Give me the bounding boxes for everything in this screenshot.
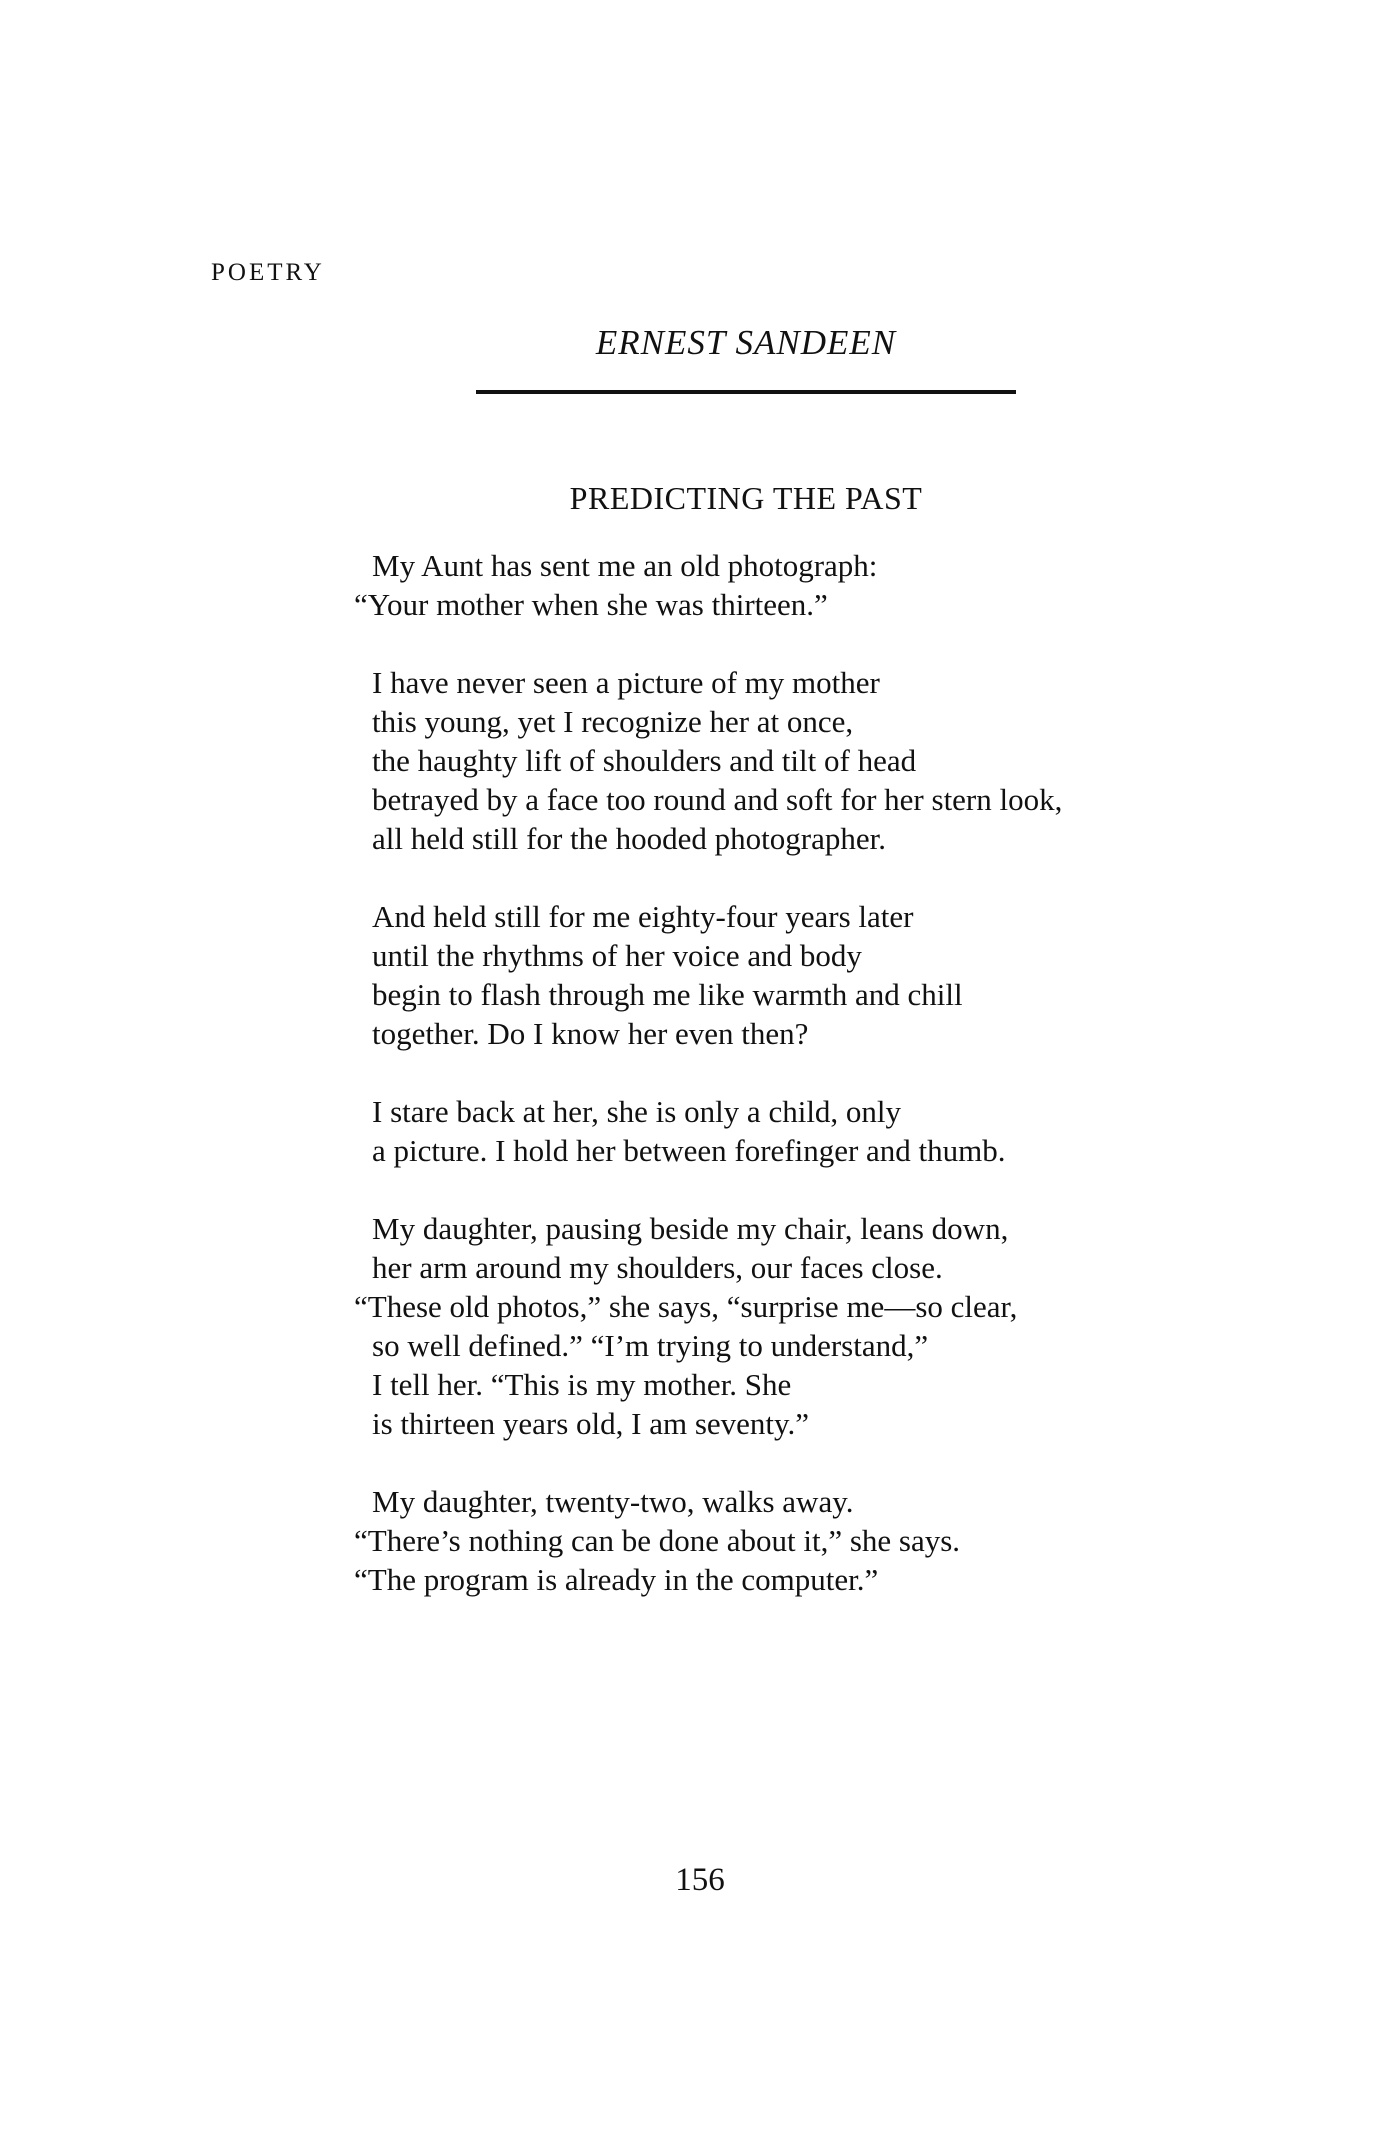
running-head: POETRY [211,259,325,286]
stanza-4 [0,1092,1400,1170]
stanza-6 [0,1482,1400,1599]
poem-line: until the rhythms of her voice and body [372,938,862,973]
poem-line: betrayed by a face too round and soft for her stern look, [372,782,1063,817]
poem-line: I tell her. “This is my mother. She [372,1367,792,1402]
stanza-3 [0,897,1400,1053]
poem-line: so well defined.” “I’m trying to understand,” [372,1328,929,1363]
poem-line: is thirteen years old, I am seventy.” [372,1406,810,1441]
poem-title: PREDICTING THE PAST [569,480,923,516]
poem-line: “There’s nothing can be done about it,” she says. [354,1523,961,1558]
poem-line: I have never seen a picture of my mother [372,665,880,700]
poem-body [0,546,1400,1638]
poem-line: the haughty lift of shoulders and tilt of head [372,743,917,778]
poem-line: And held still for me eighty-four years later [372,899,914,934]
author-name: ERNEST SANDEEN [595,323,897,362]
poem-line: this young, yet I recognize her at once, [372,704,854,739]
poem-line: My daughter, twenty-two, walks away. [372,1484,854,1519]
poem-line: “These old photos,” she says, “surprise me—so clear, [354,1289,1018,1324]
poem-line: “The program is already in the computer.” [354,1562,879,1597]
poem-line: begin to flash through me like warmth and chill [372,977,963,1012]
page-number: 156 [675,1862,725,1898]
poem-line: a picture. I hold her between forefinger and thumb. [372,1133,1006,1168]
poem-line: together. Do I know her even then? [372,1016,809,1051]
poem-line: “Your mother when she was thirteen.” [354,587,828,622]
poem-line: My Aunt has sent me an old photograph: [372,548,878,583]
stanza-2 [0,663,1400,858]
title-rule [476,390,1016,394]
stanza-1 [0,546,1400,624]
poem-line: all held still for the hooded photographer. [372,821,886,856]
poem-line: her arm around my shoulders, our faces close. [372,1250,943,1285]
poem-line: My daughter, pausing beside my chair, leans down, [372,1211,1009,1246]
stanza-5 [0,1209,1400,1443]
poem-line: I stare back at her, she is only a child, only [372,1094,902,1129]
